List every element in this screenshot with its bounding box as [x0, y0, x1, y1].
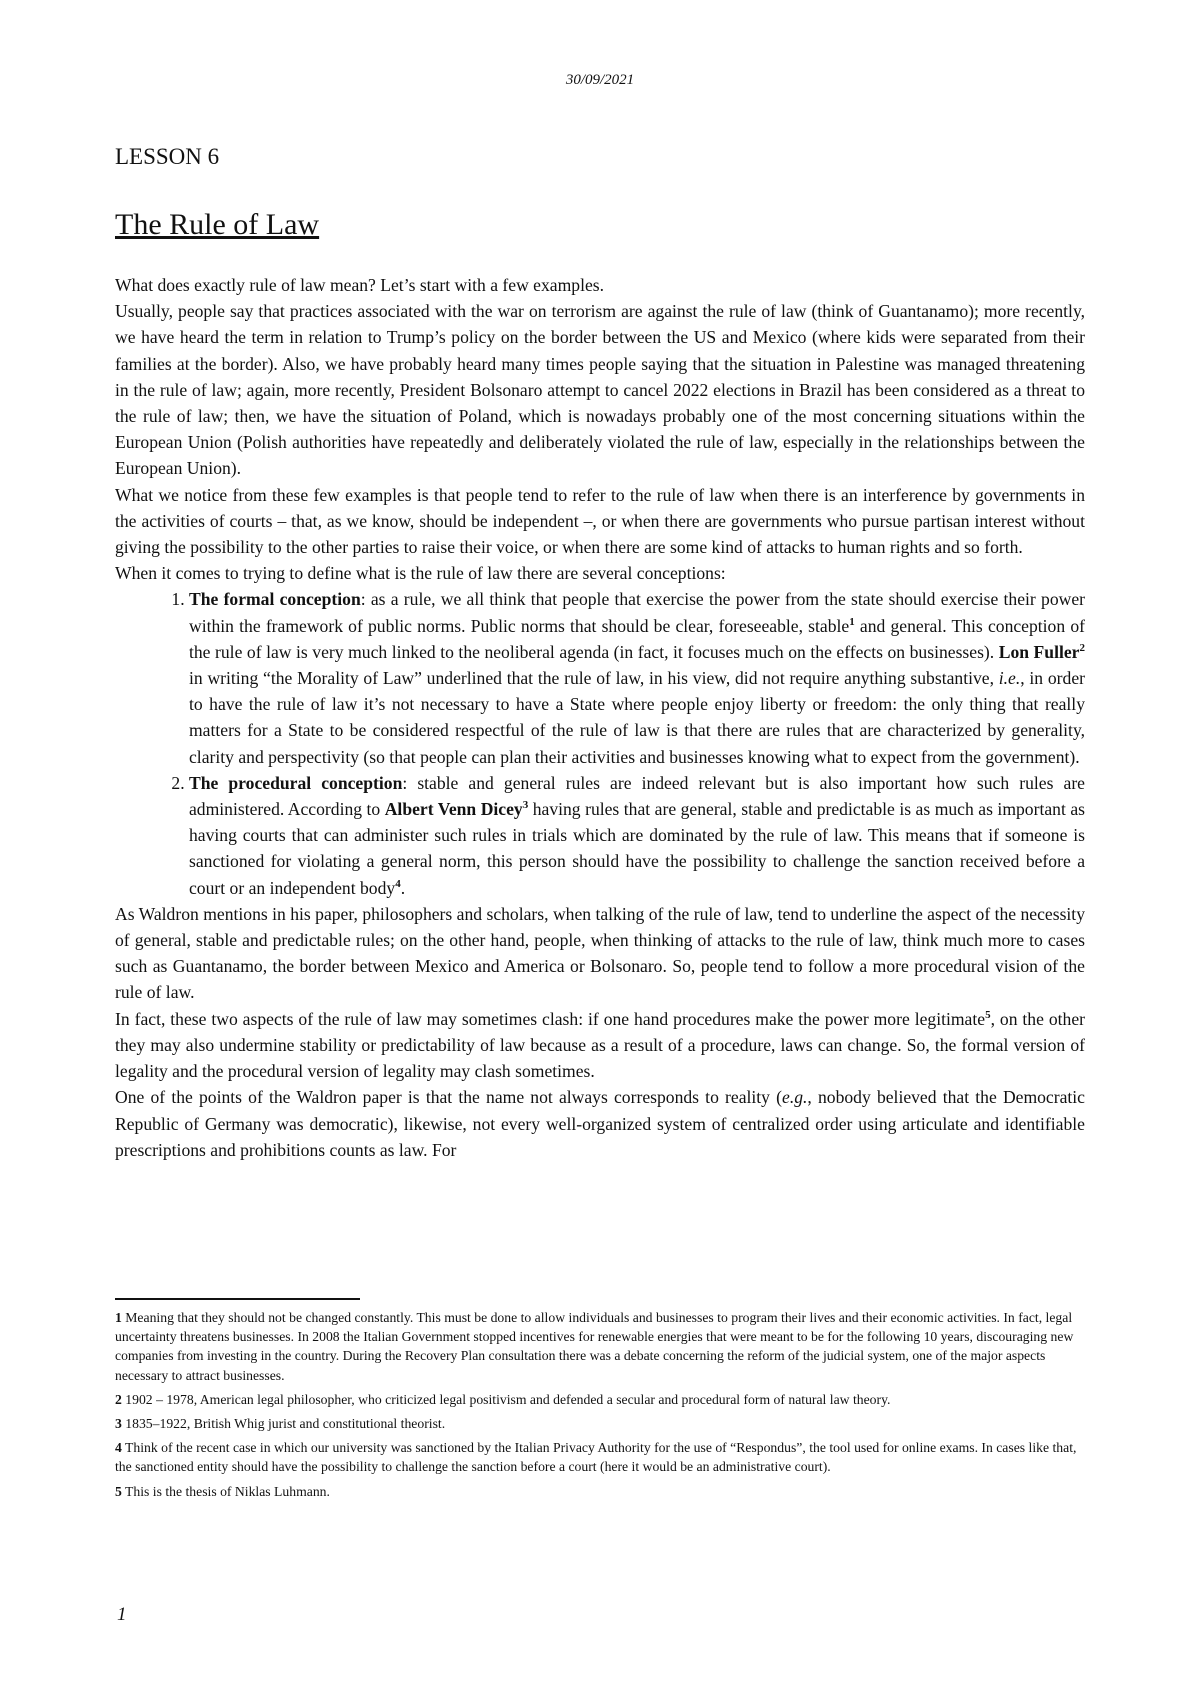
- list-item-formal-conception: [189, 586, 1085, 769]
- header-date: 30/09/2021: [565, 72, 635, 88]
- footnote-ref[interactable]: 5: [985, 1008, 991, 1021]
- term-formal: The formal conception: [189, 589, 361, 610]
- name-dicey: Albert Venn Dicey: [384, 799, 523, 820]
- footnote-5: [115, 1482, 1085, 1501]
- text: , nobody believed that the Democratic Republic of Germany was democratic), likewise, not every well-organized system of centralized order using articulate and identifiable prescriptions and prohibitions counts as law. For: [115, 1087, 1085, 1160]
- paragraph: What does exactly rule of law mean? Let’s start with a few examples.: [115, 275, 605, 295]
- paragraph: Usually, people say that practices associated with the war on terrorism are against the rule of law (think of Guantanamo); more recently, we have heard the term in relation to Trump’s policy on the border between the US and Mexico (where kids were separated from their families at the border). Also, we have probably heard many times people saying that the situation in Palestine was managed threatening in the rule of law; again, more recently, President Bolsonaro attempt to cancel 2022 elections in Brazil has been considered as a threat to the rule of law; then, we have the situation of Poland, which is nowadays probably one of the most concerning situations within the European Union (Polish authorities have repeatedly and deliberately violated the rule of law, especially in the relationships between the European Union).: [115, 301, 1085, 479]
- paragraph: When it comes to trying to define what is the rule of law there are several conceptions:: [115, 563, 726, 584]
- lesson-label: LESSON 6: [115, 144, 220, 169]
- text: , in order to have the rule of law it’s not necessary to have a State where people enjoy liberty or freedom: the only thing that really matters for a State to be considered respectful of the rule of law is that there are rules that are characterized by generality, clarity and perspectivity (so that people can plan their activities and businesses knowing what to expect from the government).: [189, 668, 1085, 767]
- footnote-ref[interactable]: 2: [1079, 641, 1085, 654]
- text: : as a rule, we all think that people that exercise the power from the state should exercise their power within the framework of public norms. Public norms that should be clear, foreseeable, stable: [189, 589, 1085, 636]
- footnote-number: 5: [115, 1483, 122, 1499]
- footnote-text: 1835–1922, British Whig jurist and constitutional theorist.: [121, 1416, 446, 1432]
- footnote-2: [115, 1390, 1085, 1409]
- text: In fact, these two aspects of the rule of law may sometimes clash: if one hand procedures make the power more legitimate: [115, 1008, 986, 1029]
- body-text: [115, 272, 1085, 1163]
- list-item-procedural-conception: [189, 770, 1085, 901]
- text: One of the points of the Waldron paper is that the name not always corresponds to reality (: [115, 1087, 783, 1108]
- footnote-ref[interactable]: 1: [849, 615, 855, 628]
- footnote-text: Think of the recent case in which our university was sanctioned by the Italian Privacy Authority for the use of “Respondus”, the tool used for online exams. In cases like that, the sanctioned entity should have the possibility to challenge the sanction before a court (here it would be an administrative court).: [115, 1440, 1077, 1475]
- conceptions-list: [115, 586, 1085, 900]
- paragraph: [115, 1006, 1085, 1085]
- footnote-text: 1902 – 1978, American legal philosopher, who criticized legal positivism and defended a secular and procedural form of natural law theory.: [121, 1391, 891, 1407]
- text: , on the other they may also undermine stability or predictability of law because as a result of a procedure, laws can change. So, the formal version of legality and the procedural version of legality may clash sometimes.: [115, 1008, 1085, 1082]
- paragraph: [115, 1084, 1085, 1163]
- footnote-1: [115, 1308, 1085, 1385]
- paragraph: As Waldron mentions in his paper, philosophers and scholars, when talking of the rule of law, tend to underline the aspect of the necessity of general, stable and predictable rules; on the other hand, people, when thinking of attacks to the rule of law, think much more to cases such as Guantanamo, the border between Mexico and America or Bolsonaro. So, people tend to follow a more procedural vision of the rule of law.: [115, 903, 1085, 1003]
- footnote-4: [115, 1438, 1085, 1476]
- footnote-text: Meaning that they should not be changed constantly. This must be done to allow individuals and businesses to program their lives and their economic activities. In fact, legal uncertainty threatens businesses. In 2008 the Italian Government stopped incentives for renewable energies that were meant to be for the following 10 years, discouraging new companies from investing in the country. During the Recovery Plan consultation there was a debate concerning the reform of the judicial system, one of the major aspects necessary to attract businesses.: [115, 1310, 1074, 1383]
- name-lon-fuller: Lon Fuller: [998, 641, 1080, 662]
- footnote-text: This is the thesis of Niklas Luhmann.: [121, 1483, 330, 1499]
- text: in writing “the Morality of Law” underlined that the rule of law, in his view, did not require anything substantive,: [189, 668, 999, 689]
- footnote-ref[interactable]: 4: [395, 877, 401, 890]
- footnote-3: [115, 1414, 1085, 1433]
- footnote-number: 2: [115, 1391, 122, 1407]
- footnote-ref[interactable]: 3: [522, 799, 529, 812]
- text: : stable and general rules are indeed relevant but is also important how such rules are administered. According to: [189, 772, 1085, 820]
- page-title: The Rule of Law: [115, 208, 320, 241]
- abbrev-eg: e.g.: [782, 1087, 808, 1108]
- text: .: [400, 877, 406, 898]
- page-number: 1: [117, 1604, 127, 1625]
- footnote-number: 4: [115, 1440, 122, 1456]
- paragraph: What we notice from these few examples is that people tend to refer to the rule of law when there is an interference by governments in the activities of courts – that, as we know, should be independent –, or when there are governments who pursue partisan interest without giving the possibility to the other parties to raise their voice, or when there are some kind of attacks to human rights and so forth.: [115, 484, 1085, 558]
- footnote-number: 3: [115, 1416, 122, 1432]
- term-procedural: The procedural conception: [189, 772, 403, 793]
- footnote-number: 1: [115, 1310, 122, 1325]
- footnote-separator: [115, 1298, 360, 1300]
- abbrev-ie: i.e.: [998, 668, 1021, 689]
- text: and general. This conception of the rule of law is very much linked to the neoliberal agenda (in fact, it focuses much on the effects on businesses).: [189, 615, 1085, 662]
- text: having rules that are general, stable and predictable is as much as important as having courts that can administer such rules in trials which are dominated by the rule of law. This means that if someone is sanctioned for violating a general norm, this person should have the possibility to challenge the sanction received before a court or an independent body: [189, 799, 1085, 898]
- footnotes: [115, 1308, 1085, 1506]
